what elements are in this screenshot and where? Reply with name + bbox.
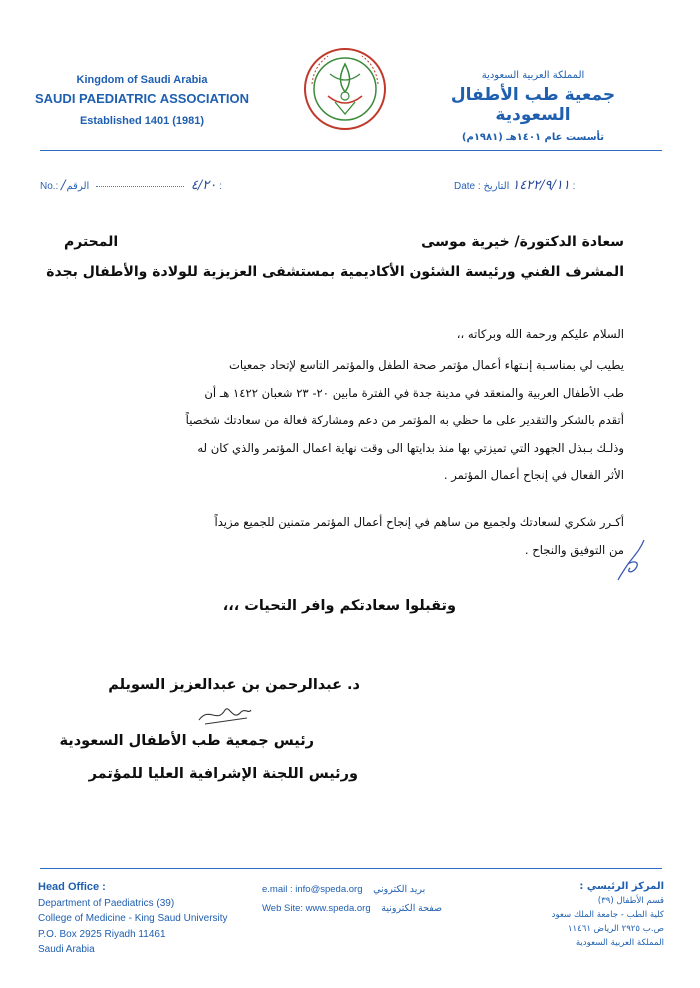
date-label: Date : bbox=[454, 181, 481, 192]
header-divider bbox=[40, 150, 662, 151]
email-address: e.mail : info@speda.org bbox=[262, 884, 363, 895]
footer-address-en bbox=[38, 880, 228, 958]
footer-address-ar bbox=[524, 880, 664, 950]
paragraph-line: من التوفيق والنجاح . bbox=[524, 542, 624, 557]
sender-title-2: ورئيس اللجنة الإشرافية العليا للمؤتمر bbox=[88, 766, 358, 782]
established-label-ar: تأسست عام ١٤٠١هـ (١٩٨١م) bbox=[461, 132, 605, 143]
handwritten-mark-icon bbox=[614, 538, 654, 582]
date-field bbox=[454, 178, 575, 193]
address-line: Department of Paediatrics (39) bbox=[38, 897, 175, 909]
honorific: المحترم bbox=[64, 234, 119, 250]
closing-line: وتقبلوا سعادتكم وافر التحيات ،،، bbox=[222, 598, 456, 614]
date-label-ar: التاريخ : bbox=[483, 181, 576, 192]
address-line-ar: المملكة العربية السعودية bbox=[575, 938, 664, 948]
established-label: Established 1401 (1981) bbox=[79, 115, 205, 127]
dotted-line bbox=[96, 186, 184, 187]
paragraph-line: أتقدم بالشكر والتقدير على ما حظي به المؤتمر من دعم ومشاركة فعالة من سعادتك شخصياً bbox=[185, 413, 624, 427]
paragraph-line: يطيب لي بمناسـبة إنـتهاء أعمال مؤتمر صحة الطفل والمؤتمر التاسع لإتحاد جمعيات bbox=[228, 358, 624, 372]
letter-paragraph-1 bbox=[24, 352, 624, 490]
association-name-ar: جمعية طب الأطفال السعودية bbox=[450, 85, 616, 125]
address-line-ar: ص.ب ٢٩٢٥ الرياض ١١٤٦١ bbox=[567, 924, 664, 934]
paragraph-line: طب الأطفال العربية والمنعقد في مدينة جدة في الفترة مابين ٢٠- ٢٣ شعبان ١٤٢٢ هـ أن bbox=[204, 385, 624, 400]
recipient-position: المشرف الفني ورئيسة الشئون الأكاديمية بمستشفى العزيزية للولادة والأطفال بجدة bbox=[46, 264, 624, 280]
head-office-label: Head Office : bbox=[38, 881, 106, 893]
recipient-name: سعادة الدكتورة/ خيرية موسى bbox=[421, 234, 624, 250]
website-label-ar: صفحة الكترونية bbox=[381, 903, 443, 914]
letterhead-arabic bbox=[438, 70, 628, 143]
letter-paragraph-2 bbox=[24, 509, 624, 564]
ref-label-ar: الرقم : bbox=[66, 181, 222, 192]
greeting: السلام عليكم ورحمة الله وبركاته ،، bbox=[456, 327, 624, 341]
footer-divider bbox=[40, 868, 662, 869]
recipient-line bbox=[64, 234, 624, 250]
letterhead-english bbox=[22, 74, 262, 127]
sender-title-1: رئيس جمعية طب الأطفال السعودية bbox=[59, 733, 314, 749]
paragraph-line: أكـرر شكري لسعادتك ولجميع من ساهم في إنجاح أعمال المؤتمر متمنين للجميع مزيداً bbox=[214, 515, 624, 529]
no-label: No.: bbox=[40, 181, 59, 192]
signature-icon bbox=[195, 700, 255, 728]
association-logo-icon bbox=[300, 44, 390, 134]
reference-number bbox=[40, 178, 222, 193]
kingdom-label-ar: المملكة العربية السعودية bbox=[481, 70, 585, 81]
address-line-ar: كلية الطب - جامعة الملك سعود bbox=[551, 910, 664, 920]
footer-contact bbox=[262, 880, 442, 918]
head-office-label-ar: المركز الرئيسي : bbox=[579, 881, 664, 892]
address-line: P.O. Box 2925 Riyadh 11461 bbox=[38, 928, 166, 940]
website-address: Web Site: www.speda.org bbox=[262, 903, 371, 914]
association-name-en: SAUDI PAEDIATRIC ASSOCIATION bbox=[34, 91, 250, 106]
address-line: College of Medicine - King Saud University bbox=[38, 913, 228, 924]
sender-name: د. عبدالرحمن بن عبدالعزيز السويلم bbox=[108, 677, 360, 693]
paragraph-line: وذلـك بـبذل الجهود التي تميزتي بها منذ بدايتها الى وقت نهاية اعمال المؤتمر والذي كان له bbox=[197, 440, 624, 455]
paragraph-line: الأثر الفعال في إنجاح أعمال المؤتمر . bbox=[443, 468, 624, 482]
email-label-ar: بريد الكتروني bbox=[373, 884, 426, 895]
date-value: ١٤٢٢/٩/١١ bbox=[512, 178, 570, 193]
no-value: /٤/٢٠ bbox=[61, 178, 217, 193]
address-line: Saudi Arabia bbox=[38, 944, 95, 955]
kingdom-label: Kingdom of Saudi Arabia bbox=[76, 74, 208, 86]
address-line-ar: قسم الأطفال (٣٩) bbox=[597, 896, 664, 906]
